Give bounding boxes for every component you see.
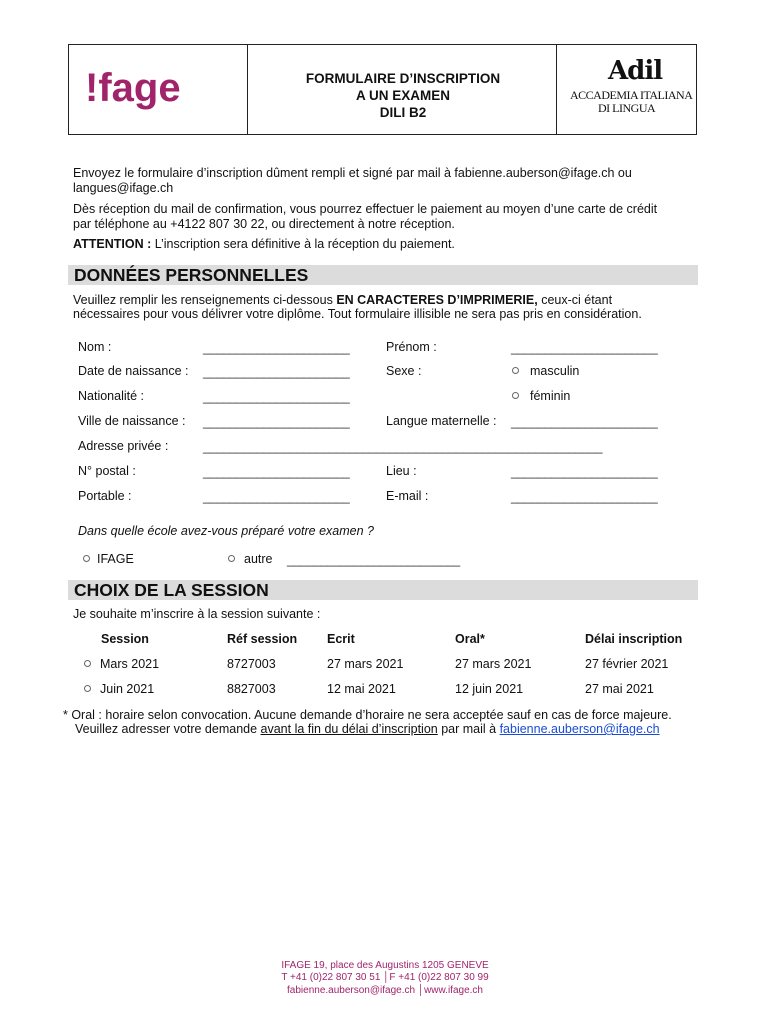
title-line-3: DILI B2 [379,105,427,120]
th-delai: Délai inscription [585,632,683,646]
table-cell-ref: 8827003 [227,682,276,696]
radio-feminin[interactable] [512,392,519,399]
field-nom[interactable]: ______________________ [203,341,350,355]
field-date-naissance[interactable]: ______________________ [203,365,350,379]
table-cell-ecrit: 12 mai 2021 [327,682,396,696]
label-feminin: féminin [530,389,571,403]
ifage-logo: !fage [85,66,181,110]
adil-mark: Adil [608,56,663,86]
label-prenom: Prénom : [386,340,437,354]
section-bar-personal [68,265,698,285]
table-cell-session: Mars 2021 [100,657,160,671]
th-ref-session: Réf session [227,632,298,646]
title-line-1: FORMULAIRE D’INSCRIPTION [305,71,501,86]
label-school-autre: autre [244,552,273,566]
field-ville-naissance[interactable]: ______________________ [203,415,350,429]
table-cell-oral: 12 juin 2021 [455,682,524,696]
label-ville-naissance: Ville de naissance : [78,414,186,428]
note-text-c: par mail à [437,722,500,736]
th-ecrit: Ecrit [327,632,355,646]
table-cell-oral: 27 mars 2021 [455,657,532,671]
label-sexe: Sexe : [386,364,422,378]
th-session: Session [101,632,149,646]
instr-text-c: ceux-ci étant [537,293,613,307]
label-date-naissance: Date de naissance : [78,364,189,378]
label-lieu: Lieu : [386,464,417,478]
radio-school-autre[interactable] [228,555,235,562]
note-deadline-text: avant la fin du délai d’inscription [260,722,438,736]
intro-p1-line1: Envoyez le formulaire d’inscription dûment rempli et signé par mail à fabienne.auberson@ifage.ch ou [73,166,632,180]
school-question: Dans quelle école avez-vous préparé votre examen ? [78,524,375,538]
section-title-personal: DONNÉES PERSONNELLES [74,265,309,285]
radio-school-ifage[interactable] [83,555,90,562]
note-text-a: Veuillez adresser votre demande [75,722,261,736]
field-school-autre[interactable]: __________________________ [287,553,460,567]
field-nationalite[interactable]: ______________________ [203,390,350,404]
radio-session-mars[interactable] [84,660,91,667]
footer-address: IFAGE 19, place des Augustins 1205 GENEVE [281,960,489,971]
label-school-ifage: IFAGE [97,552,134,566]
table-cell-session: Juin 2021 [100,682,155,696]
section-title-session: CHOIX DE LA SESSION [74,580,269,600]
label-nom: Nom : [78,340,112,354]
attention-label: ATTENTION : [73,237,152,251]
personal-instructions-line2: nécessaires pour vous délivrer votre diplôme. Tout formulaire illisible ne sera pas pris en considération. [73,307,642,321]
field-prenom[interactable]: ______________________ [511,341,658,355]
title-line-2: A UN EXAMEN [355,88,450,103]
radio-masculin[interactable] [512,367,519,374]
field-portable[interactable]: ______________________ [203,490,350,504]
attention-note [73,237,455,252]
intro-p2-line2: par téléphone au +4122 807 30 22, ou directement à notre réception. [73,217,455,231]
label-postal: N° postal : [78,464,136,478]
oral-note-line1: * Oral : horaire selon convocation. Aucune demande d’horaire ne sera acceptée sauf en cas de force majeure. [63,708,672,722]
label-masculin: masculin [530,364,580,378]
field-langue-maternelle[interactable]: ______________________ [511,415,658,429]
adil-logo [560,56,694,122]
session-intro: Je souhaite m’inscrire à la session suivante : [73,607,321,621]
table-cell-delai: 27 mai 2021 [585,682,654,696]
intro-p1-line2: langues@ifage.ch [73,181,174,195]
label-portable: Portable : [78,489,132,503]
intro-p2-line1: Dès réception du mail de confirmation, vous pourrez effectuer le paiement au moyen d’une carte de crédit [73,202,658,216]
section-bar-session [68,580,698,600]
instr-text-b: EN CARACTERES D’IMPRIMERIE, [336,293,538,307]
field-lieu[interactable]: ______________________ [511,465,658,479]
adil-line-2: DI LINGUA [598,101,656,115]
field-postal[interactable]: ______________________ [203,465,350,479]
radio-session-juin[interactable] [84,685,91,692]
footer-contact: fabienne.auberson@ifage.ch │www.ifage.ch [287,985,483,996]
email-link[interactable]: fabienne.auberson@ifage.ch [499,722,660,736]
label-adresse: Adresse privée : [78,439,169,453]
footer-phone: T +41 (0)22 807 30 51 │F +41 (0)22 807 30 99 [281,972,489,983]
field-adresse[interactable]: ____________________________________________________________ [203,440,603,454]
table-cell-ref: 8727003 [227,657,276,671]
label-nationalite: Nationalité : [78,389,145,403]
table-cell-ecrit: 27 mars 2021 [327,657,404,671]
label-langue-maternelle: Langue maternelle : [386,414,497,428]
oral-note-line2 [75,722,660,737]
th-oral: Oral* [455,632,485,646]
table-cell-delai: 27 février 2021 [585,657,669,671]
form-title [248,70,558,121]
label-email: E-mail : [386,489,429,503]
attention-text: L’inscription sera définitive à la réception du paiement. [151,237,455,251]
instr-text-a: Veuillez remplir les renseignements ci-dessous [73,293,337,307]
field-email[interactable]: ______________________ [511,490,658,504]
adil-line-1: ACCADEMIA ITALIANA [570,88,693,102]
personal-instructions-line1 [73,293,612,308]
